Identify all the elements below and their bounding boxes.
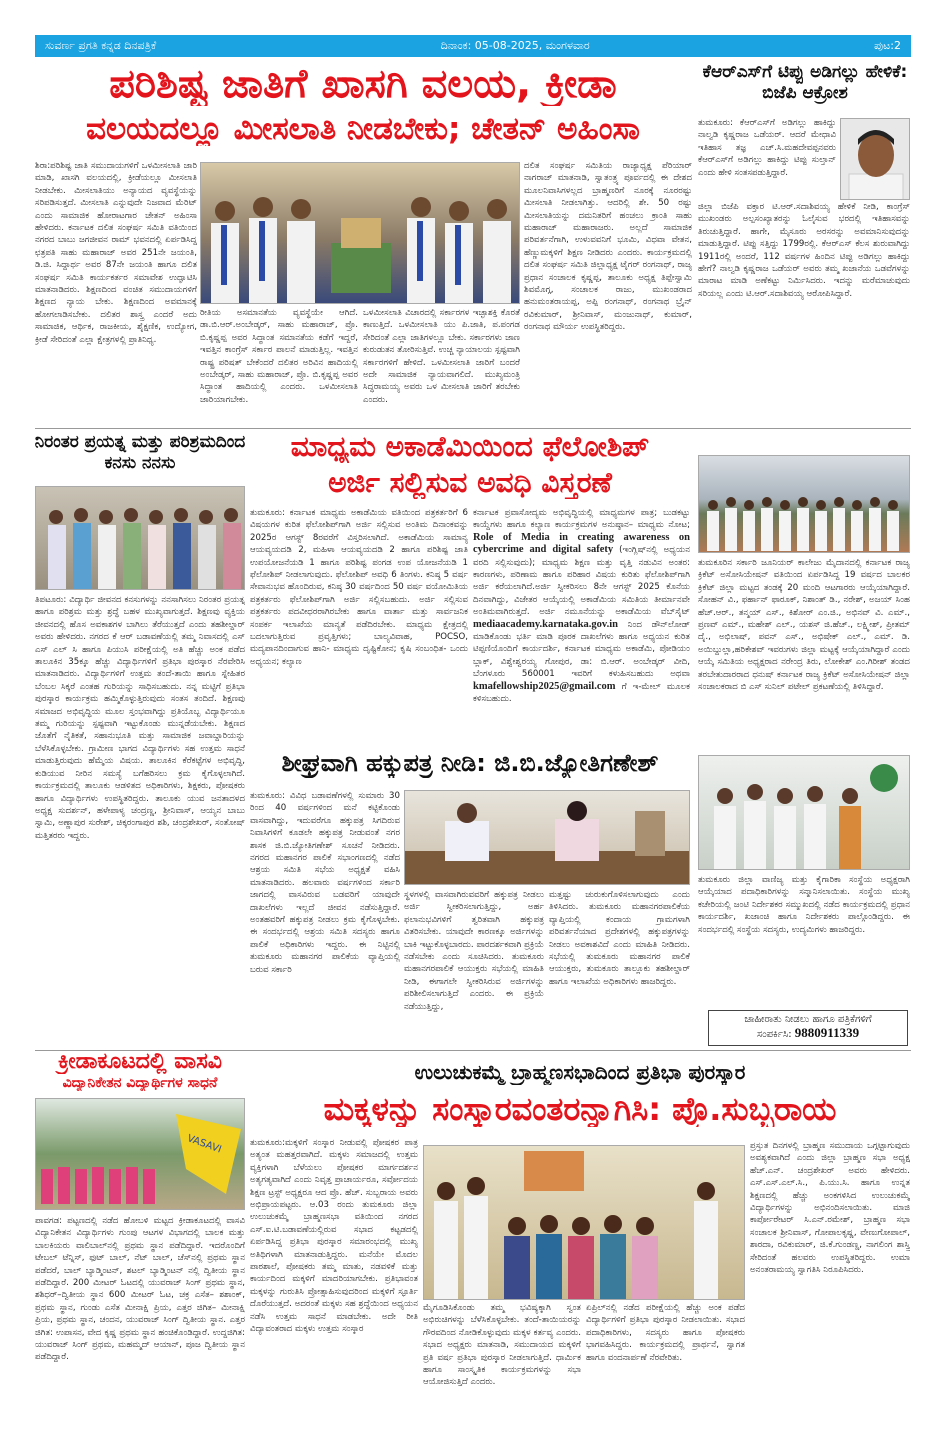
fellowship-text: ನಿಂದ ಡೌನ್‌ಲೋಡ್ ಮಾಡಿಕೊಂಡು ಭರ್ತಿ ಮಾಡಿ ಪೂರಕ ದಾಖಲೆಗಳು ಹಾಗೂ ಅಧ್ಯಯನ ಕುರಿತ ಟಿಪ್ಪಣಿಯೊಂದಿಗೆ ಕಾರ್ಯದರ್ಶಿ, ಕರ್ನಾಟಕ ಮಾಧ್ಯಮ ಅಕಾಡೆಮಿ, ಪೋಡಿಯಂ ಬ್ಲಾಕ್, ವಿಶ್ವೇಶ್ವರಯ್ಯ ಗೋಪುರ, ಡಾ: ಬಿ.ಆರ್. ಅಂಬೇಡ್ಕರ್ ವೀದಿ, ಬೆಂಗಳೂರು 560001 ಇವರಿಗೆ ಕಳುಹಿಸಬಹುದು ಅಥವಾ bbox=[473, 619, 690, 680]
page-number: ಪುಟ:2 bbox=[874, 39, 901, 52]
krs-body-top: ತುಮಕೂರು: ಕೆಆರ್‌ಎಸ್‌ಗೆ ಅಡಿಗಲ್ಲು ಹಾಕಿದ್ದು ನಾಲ್ವಡಿ ಕೃಷ್ಣರಾಜ ಒಡೆಯರ್. ಆದರೆ ಮೇಧಾವಿ ಇತಿಹಾಸ ತಜ್ಞ ಎಚ್.ಸಿ.ಮಹದೇವಪ್ಪನವರು ಕೆಆರ್‌ಎಸ್‌ಗೆ ಅಡಿಗಲ್ಲು ಹಾಕಿದ್ದು ಟಿಪ್ಪು ಸುಲ್ತಾನ್ ಎಂದು ಹೇಳಿ ಸಂತಸಪಡುತ್ತಿದ್ದಾರೆ. bbox=[698, 118, 836, 178]
academy-website-link[interactable]: mediaacademy.karnataka.gov.in bbox=[473, 618, 618, 630]
fellowship-text: ಗೆ ಇ-ಮೇಲ್ ಮೂಲಕ ಕಳಿಸಬಹುದು. bbox=[473, 681, 690, 705]
krs-body: ಜಿಲ್ಲಾ ಬಿಜೆಪಿ ವಕ್ತಾರ ಟಿ.ಆರ್.ಸದಾಶಿವಯ್ಯ ಹೇಳಿಕೆ ನೀಡಿ, ಕಾಂಗ್ರೆಸ್ ಮುಖಂಡರು ಅಲ್ಪಸಂಖ್ಯಾತರನ್ನು ಓಲೈಸುವ ಭರದಲ್ಲಿ ಇತಿಹಾಸವನ್ನು ತಿರುಚುತ್ತಿದ್ದಾರೆ. ಹಾಗೇ, ಮೈಸೂರು ಅರಸರನ್ನು ಅವಮಾನಿಸುವುದನ್ನು ಮಾಡುತ್ತಿದ್ದಾರೆ. ಟಿಪ್ಪು ಸತ್ತಿದ್ದು 1799ರಲ್ಲಿ. ಕೆಆರ್‌ಎಸ್ ಕೆಲಸ ಶುರುವಾಗಿದ್ದು 1911ರಲ್ಲಿ ಅಂದರೆ, 112 ವರ್ಷಗಳ ಹಿಂದಿನ ಟಿಪ್ಪು ಅಡಿಗಲ್ಲು ಹಾಕಿದ್ದು ಹೇಗೆ? ನಾಲ್ವಡಿ ಕೃಷ್ಣರಾಜ ಒಡೆಯರ್ ಅವರು ತಮ್ಮ ಖಜಾನೆಯ ಒಡವೆಗಳನ್ನು ಮಾರಾಟ ಮಾಡಿ ಅಣೆಕಟ್ಟು ನಿರ್ಮಿಸಿದರು. ಇದನ್ನು ಮರೆಮಾಚುವುದು ಸರಿಯಲ್ಲ ಎಂದು ಟಿ.ಆರ್.ಸದಾಶಿವಯ್ಯ ಆರೋಪಿಸಿದ್ದಾರೆ. bbox=[698, 202, 910, 299]
hakkupatra-photo bbox=[404, 790, 690, 885]
study-topic-english: Role of Media in creating awareness on cybercrime and digital safety bbox=[473, 531, 690, 556]
lead-col-3: ಒಳಮೀಸಲಾತಿ ವಿಚಾರದಲ್ಲಿ ಸರ್ಕಾರಗಳ ಇಚ್ಛಾಶಕ್ತಿ ಕೊರತೆ ಕಾಣುತ್ತಿದೆ. ಒಳಮೀಸಲಾತಿ ಯು ಪಿ.ಜಾತಿ, ಪ.ಪಂಗಡ ಸೇರಿದಂತೆ ಎಲ್ಲಾ ಜಾತಿಗಳಲ್ಲೂ ಬೇಕು. ಸರ್ಕಾರಗಳು ಜಾಣ ಕುರುಡುತನ ತೋರಿಸುತ್ತಿವೆ. ಉಚ್ಚ ನ್ಯಾಯಾಲಯ ಸ್ಪಷ್ಟವಾಗಿ ಸರ್ಕಾರಗಳಿಗೆ ಹೇಳಿದೆ. ಒಳಮೀಸಲಾತಿ ಜಾರಿಗೆ ಬಂದರೆ ಅದೇ ಸಾಮಾಜಿಕ ನ್ಯಾಯವಾಗಲಿದೆ. ಮುಖ್ಯಮಂತ್ರಿ ಸಿದ್ಧರಾಮಯ್ಯ ಅವರು ಒಳ ಮೀಸಲಾತಿ ಜಾರಿಗೆ ತರಬೇಕು ಎಂದರು. bbox=[363, 308, 520, 405]
ad-phone-number[interactable]: 9880911339 bbox=[794, 1025, 860, 1040]
fellowship-headline-2: ಅರ್ಜಿ ಸಲ್ಲಿಸುವ ಅವಧಿ ವಿಸ್ತರಣೆ bbox=[328, 468, 612, 499]
lead-col-4: ದಲಿತ ಸಂಘರ್ಷ ಸಮಿತಿಯ ರಾಜ್ಯಾಧ್ಯಕ್ಷ ಪೆರಿಯಾರ್ ನಾಗರಾಜ್ ಮಾತನಾಡಿ, ಸ್ವಾತಂತ್ರ್ಯ ಪೂರ್ವದಲ್ಲಿ ಈ ದೇಶದ ಮೂಲನಿವಾಸಿಗಳಲ್ಲದ ಬ್ರಾಹ್ಮಣರಿಗೆ ನೂರಕ್ಕೆ ನೂರರಷ್ಟು ಮೀಸಲಾತಿ ನೀಡಲಾಗಿತ್ತು. ಆದರಿಲ್ಲಿ ಶೇ. 50 ರಷ್ಟು ಮೀಸಲಾತಿಯನ್ನು ದಮನಿತರಿಗೆ ಹಂಚಲು ಕ್ರಾಂತಿ ಸಾಹು ಮಹಾರಾಜ್ ಮಹಾರಾಜರು. ಅಲ್ಲದೆ ಸಾಮಾಜಿಕ ಪರಿವರ್ತನೆಗಾಗಿ, ಉಳುವವನಿಗೆ ಭೂಮಿ, ವಿಧವಾ ವೇತನ, ಹೆಣ್ಣುಮಕ್ಕಳಿಗೆ ಶಿಕ್ಷಣ ನೀಡಿದರು ಎಂದರು. ಕಾರ್ಯಕ್ರಮದಲ್ಲಿ ದಲಿತ ಸಂಘರ್ಷ ಸಮಿತಿ ಜಿಲ್ಲಾಧ್ಯಕ್ಷ ಟೈಗರ್ ರಂಗನಾಥ್, ರಾಜ್ಯ ಪ್ರಧಾನ ಸಂಚಾಲಕ ಕೃಷ್ಣಪ್ಪ, ತಾಲೂಕು ಅಧ್ಯಕ್ಷ ತಿಪ್ಪೇಸ್ವಾಮಿ ಶಿವಮೊಗ್ಗ, ಸಂಚಾಲಕ ರಾಜು, ಮುಖಂಡರಾದ ಹನುಮಂತರಾಯಪ್ಪ, ಅಪ್ಪಿ ರಂಗನಾಥ್, ರಂಗನಾಥ ಬ್ರೈನ್ ರವಿಕುಮಾರ್, ಶ್ರೀನಿವಾಸ್, ಮಂಜುನಾಥ್, ಕುಮಾರ್, ರಂಗನಾಥ ಮೌರ್ಯ ಉಪಸ್ಥಿತರಿದ್ದರು. bbox=[524, 161, 692, 333]
issue-date: ದಿನಾಂಕ: 05-08-2025, ಮಂಗಳವಾರ bbox=[440, 39, 590, 52]
dreams-body: ತಿಪಟೂರು: ವಿದ್ಯಾರ್ಥಿ ಜೀವನದ ಕನಸುಗಳನ್ನು ನನಸಾಗಿಸಲು ನಿರಂತರ ಪ್ರಯತ್ನ ಹಾಗೂ ಪರಿಶ್ರಮ ಮತ್ತು ಶ್ರದ್ಧೆ ಬಹಳ ಮುಖ್ಯವಾಗುತ್ತದೆ. ಶಿಕ್ಷಣವು ವ್ಯಕ್ತಿಯ ಜೀವನದಲ್ಲಿ ಹೊಸ ಅವಕಾಶಗಳ ಬಾಗಿಲು ತೆರೆಯುತ್ತದೆ ಎಂದು ತಹಶೀಲ್ದಾರ್ ಅವರು ಹೇಳಿದರು. ನಗರದ ಕೆ ಆರ್ ಬಡಾವಣೆಯಲ್ಲಿ ತಮ್ಮ ನಿವಾಸದಲ್ಲಿ ಎಸ್ ಎಸ್ ಎಲ್ ಸಿ ಹಾಗೂ ಪಿಯುಸಿ ಪರೀಕ್ಷೆಯಲ್ಲಿ ಅತಿ ಹೆಚ್ಚು ಅಂಕ ಪಡೆದ ತಾಲೂಕಿನ 35ಕ್ಕೂ ಹೆಚ್ಚು ವಿದ್ಯಾರ್ಥಿಗಳಿಗೆ ಪ್ರತಿಭಾ ಪುರಸ್ಕಾರ ನೆರವೇರಿಸಿ ಮಾತನಾಡಿದರು. ವಿದ್ಯಾರ್ಥಿಗಳಿಗೆ ಉತ್ತಮ ತಂದೆ-ತಾಯಿ ಹಾಗೂ ಸ್ನೇಹಿತರ ಬೆಂಬಲ ಸಿಕ್ಕರೆ ಎಂತಹ ಗುರಿಯನ್ನು ಸಾಧಿಸಬಹುದು. ನನ್ನ ಮಟ್ಟಿಗೆ ಪ್ರತಿಭಾ ಪುರಸ್ಕಾರ ಕಾರ್ಯಕ್ರಮ ಹಮ್ಮಿಕೊಳ್ಳುತ್ತಿರುವುದು ಸಂತಸ ತಂದಿದೆ. ಶಿಕ್ಷಣವು ಸಮಾಜದ ಅಭಿವೃದ್ಧಿಯ ಮೂಲ ಸ್ತಂಭವಾಗಿದ್ದು ಪ್ರತಿಯೊಬ್ಬ ವಿದ್ಯಾರ್ಥಿಯೂ ತಮ್ಮ ಗುರಿಯನ್ನು ಸ್ಪಷ್ಟವಾಗಿ ಇಟ್ಟುಕೊಂಡು ಮುನ್ನಡೆಯಬೇಕು. ಶಿಕ್ಷಣದ ಜೊತೆಗೆ ನೈತಿಕತೆ, ಸಹಾನುಭೂತಿ ಮತ್ತು ಸಾಮಾಜಿಕ ಜವಾಬ್ದಾರಿಯನ್ನು ಬೆಳೆಸಿಕೊಳ್ಳಬೇಕು. ಗ್ರಾಮೀಣ ಭಾಗದ ವಿದ್ಯಾರ್ಥಿಗಳು ಸಹ ಉತ್ತಮ ಸಾಧನೆ ಮಾಡುತ್ತಿರುವುದು ಹೆಮ್ಮೆಯ ವಿಷಯ. ತಾಲೂಕಿನ ಕೆರೆಕಟ್ಟೆಗಳ ಅಭಿವೃದ್ಧಿ, ಕುಡಿಯುವ ನೀರಿನ ಸಮಸ್ಯೆ ಬಗೆಹರಿಸಲು ಕ್ರಮ ಕೈಗೊಳ್ಳಲಾಗಿದೆ. ಕಾರ್ಯಕ್ರಮದಲ್ಲಿ ತಾಲೂಕು ಆಡಳಿತದ ಅಧಿಕಾರಿಗಳು, ಶಿಕ್ಷಕರು, ಪೋಷಕರು ಹಾಗೂ ವಿದ್ಯಾರ್ಥಿಗಳು ಉಪಸ್ಥಿತರಿದ್ದರು. ತಾಲೂಕು ಯುವ ಜನತಾದಳದ ಅಧ್ಯಕ್ಷ ಸುದರ್ಶನ್, ಹಳೇಪಾಳ್ಯ ಚಂದ್ರಣ್ಣ, ಶ್ರೀನಿವಾಸ್, ಆಯ್ಯನ ಬಾಬು ಸ್ವಾಮಿ, ಅಣ್ಣಾಪುರ ಸುರೇಶ್, ಚಿಕ್ಕರಂಗಾಪುರ ಶಶಿ, ಚಂದ್ರಶೇಖರ್, ಸಂತೋಷ್ ಮತ್ತಿತರರು ಇದ್ದರು. bbox=[35, 595, 245, 841]
felicitation-illustration bbox=[699, 756, 910, 870]
lead-headline-1: ಪರಿಶಿಷ್ಟ ಜಾತಿಗೆ ಖಾಸಗಿ ವಲಯ, ಕ್ರೀಡಾ bbox=[109, 62, 617, 106]
fellowship-email-link[interactable]: kmafellowship2025@gmail.com bbox=[473, 680, 616, 692]
banner-text: VASAVI bbox=[185, 1133, 223, 1156]
samskara-photo bbox=[423, 1145, 745, 1300]
samskara-kicker: ಉಲುಚುಕಮ್ಮೆ ಬ್ರಾಹ್ಮಣಸಭಾದಿಂದ ಪ್ರತಿಭಾ ಪುರಸ್ಕಾರ bbox=[414, 1060, 746, 1084]
krs-portrait bbox=[840, 118, 910, 200]
fellowship-col-2 bbox=[473, 507, 690, 745]
hakkupatra-col-3: ಮತ್ತಷ್ಟು ಚುರುಕುಗೊಳಿಸಲಾಗುವುದು ಎಂದು ತಿಳಿಸಿದರು. ತುಮಕೂರು ಮಹಾನಗರಪಾಲಿಕೆಯ ವ್ಯಾಪ್ತಿಯಲ್ಲಿ ಕಂದಾಯ ಗ್ರಾಮಗಳಾಗಿ ಪರಿವರ್ತನೆಯಾದ ಪ್ರದೇಶಗಳಲ್ಲಿ ಹಕ್ಕುಪತ್ರಗಳನ್ನು ನೀಡಲು ಅವಕಾಶವಿದೆ ಎಂದು ಮಾಹಿತಿ ನೀಡಿದರು. ಸಭೆಯಲ್ಲಿ ತುಮಕೂರು ಮಹಾನಗರ ಪಾಲಿಕೆ ಆಯುಕ್ತರು, ತುಮಕೂರು ತಾಲ್ಲೂಕು ತಹಶೀಲ್ದಾರ್ ಹಾಗೂ ಇಲಾಖೆಯ ಅಧಿಕಾರಿಗಳು ಹಾಜರಿದ್ದರು. bbox=[549, 890, 690, 987]
portrait-illustration bbox=[841, 119, 910, 200]
dreams-headline: ನಿರಂತರ ಪ್ರಯತ್ನ ಮತ್ತು ಪರಿಶ್ರಮದಿಂದ ಕನಸು ನನಸು bbox=[34, 432, 246, 474]
fellowship-col-1: ತುಮಕೂರು: ಕರ್ನಾಟಕ ಮಾಧ್ಯಮ ಅಕಾಡೆಮಿಯ ವತಿಯಿಂದ ಪತ್ರಕರ್ತರಿಗೆ 6 ವಿಷಯಗಳ ಕುರಿತ ಫೆಲೋಶಿಪ್‌ಗಾಗಿ ಅರ್ಜಿ ಸಲ್ಲಿಸುವ ಅಂತಿಮ ದಿನಾಂಕವನ್ನು 2025ರ ಆಗಸ್ಟ್ 8ರವರೆಗೆ ವಿಸ್ತರಿಸಲಾಗಿದೆ. ಅಕಾಡೆಮಿಯ ಸಾಮಾನ್ಯ ಆಯವ್ಯಯದಡಿ 2, ಮಹಿಳಾ ಆಯವ್ಯಯದಡಿ 2 ಹಾಗೂ ಪರಿಶಿಷ್ಟ ಜಾತಿ ಉಪಯೋಜನೆಯಡಿ 1 ಹಾಗೂ ಪರಿಶಿಷ್ಟ ಪಂಗಡ ಉಪ ಯೋಜನೆಯಡಿ 1 ಫೆಲೋಶಿಪ್ ನೀಡಲಾಗುವುದು. ಫೆಲೋಶಿಪ್ ಅವಧಿ 6 ತಿಂಗಳು. ಕನಿಷ್ಠ 5 ವರ್ಷ ಸೇವಾನುಭವ ಹೊಂದಿರುವ, ಕನಿಷ್ಠ 30 ವರ್ಷದಿಂದ 50 ವರ್ಷ ವಯೋಮಿತಿಯ ಪತ್ರಕರ್ತರು ಫೆಲೋಶಿಪ್‌ಗಾಗಿ ಅರ್ಜಿ ಸಲ್ಲಿಸಬಹುದು. ಅರ್ಜಿ ಸಲ್ಲಿಸುವ ಪತ್ರಕರ್ತರು ಪದವೀಧರರಾಗಿರಬೇಕು ಹಾಗೂ ವಾರ್ತಾ ಮತ್ತು ಸಾರ್ವಜನಿಕ ಸಂಪರ್ಕ ಇಲಾಖೆಯ ಮಾನ್ಯತೆ ಪಡೆದಿರಬೇಕು. ಮಾಧ್ಯಮ ಕ್ಷೇತ್ರದಲ್ಲಿ ಬದಲಾಗುತ್ತಿರುವ ಪ್ರವೃತ್ತಿಗಳು; ಬಾಲ್ಯವಿವಾಹ, POCSO, ಮದ್ಯಪಾನದಿಂದಾಗುವ ಹಾನಿ- ಮಾಧ್ಯಮ ದೃಷ್ಟಿಕೋನ; ಕೃಷಿ ಸಂಬಂಧಿತ- ಒಂದು ಅಧ್ಯಯನ; ಕಲ್ಯಾಣ bbox=[250, 508, 468, 667]
ad-contact-label: ಸಂಪರ್ಕಿಸಿ: bbox=[756, 1029, 795, 1040]
meeting-photo-illustration bbox=[405, 791, 690, 885]
award-group-illustration bbox=[424, 1146, 745, 1300]
felicitation-photo bbox=[698, 755, 910, 870]
cricket-team-illustration bbox=[699, 456, 910, 553]
cricket-team-photo bbox=[698, 455, 910, 553]
fellowship-text: (ಇಂಗ್ಲಿಷ್‌ನಲ್ಲಿ ಅಧ್ಯಯನ ವರದಿ ಸಲ್ಲಿಸುವುದು); ಮಾಧ್ಯಮ ಶಿಕ್ಷಣ ಮತ್ತು ವೃತ್ತಿ ನಡುವಿನ ಅಂತರ: ಕಾರಣಗಳು, ಪರಿಣಾಮ ಹಾಗೂ ಪರಿಹಾರ ವಿಷಯ ಕುರಿತು ಫೆಲೋಶಿಪ್‌ಗಾಗಿ ಅರ್ಜಿ ಕರೆಯಲಾಗಿದೆ.ಅರ್ಜಿ ಸ್ವೀಕರಿಸಲು 8ನೇ ಆಗಸ್ಟ್ 2025 ಕೊನೆಯ ದಿನವಾಗಿದ್ದು, ವಿಜೇತರ ಆಯ್ಕೆಯಲ್ಲಿ ಅಕಾಡೆಮಿಯ ಸಮಿತಿಯ ತೀರ್ಮಾನವೇ ಅಂತಿಮವಾಗಿರುತ್ತದೆ. ಅರ್ಜಿ ನಮೂನೆಯನ್ನು ಅಕಾಡೆಮಿಯ ವೆಬ್‌ಸೈಟ್ bbox=[473, 545, 690, 618]
fellowship-headline-1: ಮಾಧ್ಯಮ ಅಕಾಡೆಮಿಯಿಂದ ಫೆಲೋಶಿಪ್ bbox=[290, 432, 650, 463]
cricket-body: ತುಮಕೂರಿನ ಸರ್ಕಾರಿ ಜೂನಿಯರ್ ಕಾಲೇಜು ಮೈದಾನದಲ್ಲಿ ಕರ್ನಾಟಕ ರಾಜ್ಯ ಕ್ರಿಕೆಟ್ ಅಸೋಸಿಯೇಷನ್ ವತಿಯಿಂದ ಏರ್ಪಡಿಸಿದ್ದ 19 ವರ್ಷದ ಬಾಲಕರ ಕ್ರಿಕೆಟ್ ಜಿಲ್ಲಾ ಮಟ್ಟದ ತಂಡಕ್ಕೆ 20 ಮಂದಿ ಆಟಗಾರರು ಆಯ್ಕೆಯಾಗಿದ್ದಾರೆ. ಸೋಹನ್ ವಿ., ಫರ್ಹಾನ್ ಫಾರೂಕ್, ನಿಶಾಂತ್ ಡಿ., ನರೇಶ್, ಅಜಯ್ ಸಿಂಹ ಹೆಚ್.ಆರ್., ತನ್ಮಯ್ ಎಸ್., ಕಿಶೋರ್ ಎಂ.ಜಿ., ಅಭಿನವ್ ವಿ. ಎಮ್., ಪ್ರಣವ್ ಎಮ್., ಮಹೇಶ್ ಎಲ್., ಯಶಸ್ ಜಿ.ಹೆಚ್., ಲಕ್ಷ್ಮೀಶ್, ಪ್ರೀತಮ್ ದೈ., ಅಭಿಲಾಷ್, ಪವನ್ ಎಸ್., ಅಭಿಷೇಕ್ ಎಲ್., ಎಮ್. ಡಿ. ಅಯಿಬ್ದುಲ್ಲಾ,ಹರಿಕೇಶವ್ ಇವರುಗಳು ಜಿಲ್ಲಾ ಮಟ್ಟಕ್ಕೆ ಆಯ್ಕೆಯಾಗಿದ್ದಾರೆ ಎಂದು ಆಯ್ಕೆ ಸಮಿತಿಯ ಅಧ್ಯಕ್ಷರಾದ ನರೇಂದ್ರ ತಿರು, ಲೋಕೇಶ್ ಎಂ.ಗಿರೀಶ್ ತಂಡದ ತರಬೇತುದಾರರಾದ ಧನುಷ್ ಕರ್ನಾಟಕ ರಾಜ್ಯ ಕ್ರಿಕೆಟ್ ಅಸೋಸಿಯೇಷನ್ ಜಿಲ್ಲಾ ಸಂಚಾಲಕರಾದ ಬಿ ಎಸ್ ಸುನಿಲ್ ಪಟೇಲ್ ಪ್ರಕಟಣೆಯಲ್ಲಿ ತಿಳಿಸಿದ್ದಾರೆ. bbox=[698, 558, 910, 693]
lead-headline-2: ವಲಯದಲ್ಲೂ ಮೀಸಲಾತಿ ನೀಡಬೇಕು; ಚೇತನ್ ಅಹಿಂಸಾ bbox=[86, 112, 640, 147]
lead-photo bbox=[200, 162, 520, 304]
krs-headline: ಕೆಆರ್‌ಎಸ್‌ಗೆ ಟಿಪ್ಪು ಅಡಿಗಲ್ಲು ಹೇಳಿಕೆ: ಬಿಜೆಪಿ ಆಕ್ರೋಶ bbox=[702, 62, 908, 104]
lead-col-1: ಶಿರಾ:ಪರಿಶಿಷ್ಟ ಜಾತಿ ಸಮುದಾಯಗಳಿಗೆ ಒಳಮೀಸಲಾತಿ ಜಾರಿ ಮಾಡಿ, ಖಾಸಗಿ ವಲಯದಲ್ಲಿ, ಕ್ರೀಡೆಯಲ್ಲೂ ಮೀಸಲಾತಿ ನೀಡಬೇಕು. ಮೀಸಲಾತಿಯು ಅನ್ಯಾಯದ ವ್ಯವಸ್ಥೆಯನ್ನು ಸರಿಪಡಿಸುತ್ತದೆ. ಮೀಸಲಾತಿ ಎನ್ನುವುದೇ ನಿಜವಾದ ಮೆರಿಟ್ ಎಂದು ಸಾಮಾಜಿಕ ಹೋರಾಟಗಾರ ಚೇತನ್ ಅಹಿಂಸಾ ಹೇಳಿದರು. ಕರ್ನಾಟಕ ದಲಿತ ಸಂಘರ್ಷ ಸಮಿತಿ ವತಿಯಿಂದ ನಗರದ ಬಾಬು ಜಗಜೀವನ ರಾಮ್ ಭವನದಲ್ಲಿ ಏರ್ಪಡಿಸಿದ್ದ ಛತ್ರಪತಿ ಸಾಹು ಮಹಾರಾಜ್ ಅವರ 251ನೇ ಜಯಂತಿ, ಡಿ.ಜಿ. ಸಿದ್ದಾರ್ಥ ಅವರ 87ನೇ ಜಯಂತಿ ಹಾಗೂ ದಲಿತ ಸಂಘರ್ಷ ಸಮಿತಿ ಕಾರ್ಯಕರ್ತರ ಸಮಾವೇಶ ಉದ್ಘಾಟಿಸಿ ಮಾತನಾಡಿದರು. ಶಿಕ್ಷಣದಿಂದ ವಂಚಿತ ಸಮುದಾಯಗಳಿಗೆ ಶಿಕ್ಷಣದ ನ್ಯಾಯ ಬೇಕು. ಶಿಕ್ಷಣದಿಂದ ಅವಮಾನಕ್ಕೆ ಹೋಗಲಾಡಿಸಬೇಕು. ದಲಿತರ ಶಾಸ್ತ್ರ ಎಂದರೆ ಅದು ಸಾಮಾಜಿಕ, ಆರ್ಥಿಕ, ರಾಜಕೀಯ, ಶೈಕ್ಷಣಿಕ, ಉದ್ಯೋಗ, ಕ್ರೀಡೆ ಸೇರಿದಂತೆ ಎಲ್ಲಾ ಕ್ಷೇತ್ರಗಳಲ್ಲಿ ಪ್ರಾತಿನಿಧ್ಯ. bbox=[35, 161, 197, 345]
students-photo-illustration bbox=[36, 487, 245, 590]
samskara-col-2: ಮೈಗೂಡಿಸಿಕೊಂಡು ತಮ್ಮ ಭವಿಷ್ಯಕ್ಕಾಗಿ ಸ್ವಂತ ಅಭಿರುಚಿಗಳನ್ನು ಬೆಳೆಸಿಕೊಳ್ಳಬೇಕು. ತಂದೆ-ತಾಯಿಯರನ್ನು ಗೌರವದಿಂದ ನೋಡಿಕೊಳ್ಳುವುದು ಮಕ್ಕಳ ಕರ್ತವ್ಯ ಎಂದರು. ಸಭಾದ ಅಧ್ಯಕ್ಷರು ಮಾತನಾಡಿ, ಸಮುದಾಯದ ಮಕ್ಕಳಿಗೆ ಪ್ರತಿ ವರ್ಷ ಪ್ರತಿಭಾ ಪುರಸ್ಕಾರ ನೀಡಲಾಗುತ್ತಿದೆ. ಧಾರ್ಮಿಕ ಹಾಗೂ ಸಾಂಸ್ಕೃತಿಕ ಕಾರ್ಯಕ್ರಮಗಳನ್ನು ಸಭಾ ಆಯೋಜಿಸುತ್ತಿದೆ ಎಂದರು. bbox=[423, 1303, 581, 1388]
section-divider bbox=[35, 428, 911, 429]
samskara-col-3: ಏಪ್ರಿಲ್‌ನಲ್ಲಿ ನಡೆದ ಪರೀಕ್ಷೆಯಲ್ಲಿ ಹೆಚ್ಚು ಅಂಕ ಪಡೆದ ವಿದ್ಯಾರ್ಥಿಗಳಿಗೆ ಪ್ರತಿಭಾ ಪುರಸ್ಕಾರ ನೀಡಲಾಯಿತು. ಸಭಾದ ಪದಾಧಿಕಾರಿಗಳು, ಸದಸ್ಯರು ಹಾಗೂ ಪೋಷಕರು ಭಾಗವಹಿಸಿದ್ದರು. ಕಾರ್ಯಕ್ರಮದಲ್ಲಿ ಪ್ರಾರ್ಥನೆ, ಸ್ವಾಗತ ಹಾಗೂ ವಂದನಾರ್ಪಣೆ ನೆರವೇರಿತು. bbox=[586, 1303, 745, 1363]
lead-col-2: ರೀತಿಯ ಅಸಮಾನತೆಯ ವ್ಯವಸ್ಥೆಯೇ ಆಗಿದೆ. ಡಾ.ಬಿ.ಆರ್.ಅಂಬೇಡ್ಕರ್, ಸಾಹು ಮಹಾರಾಜ್, ಪ್ರೊ. ಬಿ.ಕೃಷ್ಣಪ್ಪ ಅವರ ಸಿದ್ಧಾಂತ ಸಮಾನತೆಯ ಕಡೆಗೆ ಇದ್ದರೆ, ಇವತ್ತಿನ ಕಾಂಗ್ರೆಸ್ ಸರ್ಕಾರ ಪಾಲನೆ ಮಾಡುತ್ತಿಲ್ಲ. ಇವತ್ತಿನ ರಾಷ್ಟ್ರ ಪರಿಷತ್ ಬೇಕೆಂದರೆ ದಲಿತರ ಅರಿವಿನ ಹಾದಿಯಲ್ಲಿ ಅಂಬೇಡ್ಕರ್, ಸಾಹು ಮಹಾರಾಜ್, ಪ್ರೊ. ಬಿ.ಕೃಷ್ಣಪ್ಪ ಅವರ ಸಿದ್ಧಾಂತ ಹಾದಿಯಲ್ಲಿ ಎಂದರು. ಒಳಮೀಸಲಾತಿ ಜಾರಿಯಾಗಬೇಕು. bbox=[200, 308, 358, 405]
vasavi-body: ಪಾವಗಡ: ಪಟ್ಟಣದಲ್ಲಿ ನಡೆದ ಹೋಬಳಿ ಮಟ್ಟದ ಕ್ರೀಡಾಕೂಟದಲ್ಲಿ ವಾಸವಿ ವಿದ್ಯಾನಿಕೇತನ ವಿದ್ಯಾರ್ಥಿಗಳು ಗುಂಪು ಆಟಗಳ ವಿಭಾಗದಲ್ಲಿ ಬಾಲಕ ಮತ್ತು ಬಾಲಕಿಯರು ವಾಲಿಬಾಲ್‌ನಲ್ಲಿ ಪ್ರಥಮ ಸ್ಥಾನ ಪಡೆದಿದ್ದಾರೆ. ಇದರೊಂದಿಗೆ ಟೇಬಲ್ ಟೆನ್ನಿಸ್, ಫುಟ್ ಬಾಲ್, ನೆಟ್ ಬಾಲ್, ಚೆಸ್‌ನಲ್ಲಿ ಪ್ರಥಮ ಸ್ಥಾನ ಪಡೆದರೆ, ಬಾಲ್ ಬ್ಯಾಡ್ಮಿಂಟನ್, ಶಟಲ್ ಬ್ಯಾಡ್ಮಿಂಟನ್ ನಲ್ಲಿ ದ್ವಿತೀಯ ಸ್ಥಾನ ಪಡೆದಿದ್ದಾರೆ. 200 ಮೀಟರ್ ಓಟದಲ್ಲಿ ಯುವರಾಜ್ ಸಿಂಗ್ ಪ್ರಥಮ ಸ್ಥಾನ, ಶಶಿಧರ್–ದ್ವಿತೀಯ ಸ್ಥಾನ 600 ಮೀಟರ್ ಓಟ, ಚಕ್ರ ಎಸೆತ– ಶಶಾಂಕ್, ಪ್ರಥಮ ಸ್ಥಾನ, ಗುಂಡು ಎಸೆತ ಮೀನಾಕ್ಷಿ ಪ್ರಿಯ, ಎತ್ತರ ಜಿಗಿತ– ಮೀನಾಕ್ಷಿ ಪ್ರಿಯ, ಪ್ರಥಮ ಸ್ಥಾನ, ಚಂದನ, ಯುವರಾಜ್ ಸಿಂಗ್ ದ್ವಿತೀಯ ಸ್ಥಾನ. ಎತ್ತರ ಜಿಗಿತ: ಉಪಾಸನ, ವೇದ ಕೃಷ್ಣ ಪ್ರಥಮ ಸ್ಥಾನ ಹಂಚಿಕೊಂಡಿದ್ದಾರೆ. ಉದ್ದಜಿಗಿತ: ಯುವರಾಜ್ ಸಿಂಗ್ ಪ್ರಥಮ, ಮಹಮ್ಮದ್ ಆಯಾನ್, ಪೂಜ ದ್ವಿತೀಯ ಸ್ಥಾನ ಪಡೆದಿದ್ದಾರೆ. bbox=[35, 1216, 245, 1363]
vasavi-photo bbox=[35, 1098, 245, 1210]
samskara-col-1: ತುಮಕೂರು:ಮಕ್ಕಳಿಗೆ ಸಂಸ್ಕಾರ ನೀಡುವಲ್ಲಿ ಪೋಷಕರ ಪಾತ್ರ ಅತ್ಯಂತ ಮಹತ್ತರವಾಗಿದೆ. ಮಕ್ಕಳು ಸಮಾಜದಲ್ಲಿ ಉತ್ತಮ ವ್ಯಕ್ತಿಗಳಾಗಿ ಬೆಳೆಯಲು ಪೋಷಕರ ಮಾರ್ಗದರ್ಶನ ಅತ್ಯಗತ್ಯವಾಗಿದೆ ಎಂದು ನಿವೃತ್ತ ಪ್ರಾಚಾರ್ಯರೂ, ಸರ್ವೋದಯ ಶಿಕ್ಷಣ ಟ್ರಸ್ಟ್ ಅಧ್ಯಕ್ಷರೂ ಆದ ಪ್ರೊ. ಹೆಚ್. ಸುಬ್ಬರಾಯ ಅವರು ಅಭಿಪ್ರಾಯಪಟ್ಟರು. ಆ.03 ರಂದು ತುಮಕೂರು ಜಿಲ್ಲಾ ಉಲುಚುಕಮ್ಮೆ ಬ್ರಾಹ್ಮಣಸಭಾ ವತಿಯಿಂದ ನಗರದ ಎಸ್.ಐ.ಟಿ.ಬಡಾವಣೆಯಲ್ಲಿರುವ ಸಭಾದ ಕಟ್ಟಡದಲ್ಲಿ ಏರ್ಪಡಿಸಿದ್ದ ಪ್ರತಿಭಾ ಪುರಸ್ಕಾರ ಸಮಾರಂಭದಲ್ಲಿ ಮುಖ್ಯ ಅತಿಥಿಗಳಾಗಿ ಮಾತನಾಡುತ್ತಿದ್ದರು. ಮನೆಯೇ ಮೊದಲ ಪಾಠಶಾಲೆ, ಪೋಷಕರು ತಮ್ಮ ಮಾತು, ನಡವಳಿಕೆ ಮತ್ತು ಕಾರ್ಯದಿಂದ ಮಕ್ಕಳಿಗೆ ಮಾದರಿಯಾಗಬೇಕು. ಪ್ರತಿಭಾವಂತ ಮಕ್ಕಳನ್ನು ಗುರುತಿಸಿ ಪ್ರೋತ್ಸಾಹಿಸುವುದರಿಂದ ಮಕ್ಕಳಿಗೆ ಸ್ಫೂರ್ತಿ ದೊರೆಯುತ್ತದೆ. ಅದರಂತೆ ಮಕ್ಕಳು ಸಹ ಶ್ರದ್ಧೆಯಿಂದ ಅಧ್ಯಯನ ನಡೆಸಿ ಉತ್ತಮ ಸಾಧನೆ ಮಾಡಬೇಕು. ಅದೇ ರೀತಿ ವಿದ್ಯಾವಂತರಾದ ಮಕ್ಕಳು ಉತ್ತಮ ಸಂಸ್ಕಾರ bbox=[250, 1138, 418, 1335]
ad-text: ಜಾಹೀರಾತು ನೀಡಲು ಹಾಗೂ ಪತ್ರಿಕೆಗಳಿಗೆ bbox=[744, 1014, 872, 1025]
vasavi-headline-1: ಕ್ರೀಡಾಕೂಟದಲ್ಲಿ ವಾಸವಿ bbox=[58, 1050, 222, 1074]
vanijya-body: ತುಮಕೂರು ಜಿಲ್ಲಾ ವಾಣಿಜ್ಯ ಮತ್ತು ಕೈಗಾರಿಕಾ ಸಂಸ್ಥೆಯ ಅಧ್ಯಕ್ಷರಾಗಿ ಆಯ್ಕೆಯಾದ ಪದಾಧಿಕಾರಿಗಳನ್ನು ಸನ್ಮಾನಿಸಲಾಯಿತು. ಸಂಸ್ಥೆಯ ಮುಖ್ಯ ಕಚೇರಿಯಲ್ಲಿ ಜಂಟಿ ನಿರ್ದೇಶಕರ ಸಮ್ಮುಖದಲ್ಲಿ ನಡೆದ ಕಾರ್ಯಕ್ರಮದಲ್ಲಿ ಪ್ರಧಾನ ಕಾರ್ಯದರ್ಶಿ, ಖಜಾಂಚಿ ಹಾಗೂ ನಿರ್ದೇಶಕರು ಪಾಲ್ಗೊಂಡಿದ್ದರು. ಈ ಸಂದರ್ಭದಲ್ಲಿ ಸಂಸ್ಥೆಯ ಸದಸ್ಯರು, ಉದ್ಯಮಿಗಳು ಹಾಜರಿದ್ದರು. bbox=[698, 875, 910, 935]
masthead-bar bbox=[35, 35, 911, 57]
paper-name: ಸುವರ್ಣ ಪ್ರಗತಿ ಕನ್ನಡ ದಿನಪತ್ರಿಕೆ bbox=[45, 39, 157, 52]
sports-parade-illustration bbox=[36, 1099, 245, 1210]
hakkupatra-col-2: ಸ್ಥಳಗಳಲ್ಲಿ ವಾಸವಾಗಿರುವವರಿಗೆ ಹಕ್ಕುಪತ್ರ ನೀಡಲು ಅರ್ಜಿ ಸ್ವೀಕರಿಸಲಾಗುತ್ತಿದ್ದು, ಅರ್ಹ ಫಲಾನುಭವಿಗಳಿಗೆ ತ್ವರಿತವಾಗಿ ಹಕ್ಕುಪತ್ರ ವಿತರಿಸಬೇಕು. ಯಾವುದೇ ಕಾರಣಕ್ಕೂ ಅರ್ಜಿಗಳನ್ನು ಬಾಕಿ ಇಟ್ಟುಕೊಳ್ಳಬಾರದು. ಪಾರದರ್ಶಕವಾಗಿ ಪ್ರಕ್ರಿಯೆ ನಡೆಸಬೇಕು ಎಂದು ಸೂಚಿಸಿದರು. ತುಮಕೂರು ಮಹಾನಗರಪಾಲಿಕೆ ಆಯುಕ್ತರು ಸಭೆಯಲ್ಲಿ ಮಾಹಿತಿ ನೀಡಿ, ಈಗಾಗಲೇ ಸ್ವೀಕರಿಸಿರುವ ಅರ್ಜಿಗಳನ್ನು ಪರಿಶೀಲಿಸಲಾಗುತ್ತಿದೆ ಎಂದರು. ಈ ಪ್ರಕ್ರಿಯೆ ನಡೆಯುತ್ತಿದ್ದು, bbox=[404, 890, 544, 1012]
dreams-photo bbox=[35, 486, 245, 590]
samskara-headline: ಮಕ್ಕಳನ್ನು ಸಂಸ್ಕಾರವಂತರನ್ನಾಗಿಸಿ: ಪ್ರೊ.ಸುಬ್ಬರಾಯ bbox=[323, 1092, 837, 1128]
group-photo-illustration bbox=[201, 163, 520, 304]
hakkupatra-col-1: ತುಮಕೂರು: ವಿವಿಧ ಬಡಾವಣೆಗಳಲ್ಲಿ ಸುಮಾರು 30 ರಿಂದ 40 ವರ್ಷಗಳಿಂದ ಮನೆ ಕಟ್ಟಿಕೊಂಡು ವಾಸವಾಗಿದ್ದು, ಇದುವರೆಗೂ ಹಕ್ಕುಪತ್ರ ಸಿಗದಿರುವ ನಿವಾಸಿಗಳಿಗೆ ಕೂಡಲೇ ಹಕ್ಕುಪತ್ರ ನೀಡುವಂತೆ ನಗರ ಶಾಸಕ ಜಿ.ಬಿ.ಜ್ಯೋತಿಗಣೇಶ್ ಸೂಚನೆ ನೀಡಿದರು. ನಗರದ ಮಹಾನಗರ ಪಾಲಿಕೆ ಸಭಾಂಗಣದಲ್ಲಿ ನಡೆದ ಆಶ್ರಯ ಸಮಿತಿ ಸಭೆಯ ಅಧ್ಯಕ್ಷತೆ ವಹಿಸಿ ಮಾತನಾಡಿದರು. ಹಲವಾರು ವರ್ಷಗಳಿಂದ ಸರ್ಕಾರಿ ಜಾಗದಲ್ಲಿ ವಾಸವಿರುವ ಬಡವರಿಗೆ ಯಾವುದೇ ದಾಖಲೆಗಳು ಇಲ್ಲದೆ ಜೀವನ ನಡೆಸುತ್ತಿದ್ದಾರೆ. ಅಂತಹವರಿಗೆ ಹಕ್ಕುಪತ್ರ ನೀಡಲು ಕ್ರಮ ಕೈಗೊಳ್ಳಬೇಕು. ಈ ಸಂದರ್ಭದಲ್ಲಿ ಆಶ್ರಯ ಸಮಿತಿ ಸದಸ್ಯರು ಹಾಗೂ ಪಾಲಿಕೆ ಅಧಿಕಾರಿಗಳು ಇದ್ದರು. ಈ ನಿಟ್ಟಿನಲ್ಲಿ ತುಮಕೂರು ಮಹಾನಗರ ಪಾಲಿಕೆಯ ವ್ಯಾಪ್ತಿಯಲ್ಲಿ ಬರುವ ಸರ್ಕಾರಿ bbox=[250, 791, 400, 975]
fellowship-text: ಕರ್ನಾಟಕ ಪ್ರವಾಸೋದ್ಯಮ ಅಭಿವೃದ್ಧಿಯಲ್ಲಿ ಮಾಧ್ಯಮಗಳ ಪಾತ್ರ; ಬುಡಕಟ್ಟು ಕಾಯ್ದೆಗಳು ಹಾಗೂ ಕಲ್ಯಾಣ ಕಾರ್ಯಕ್ರಮಗಳ ಅನುಷ್ಠಾನ– ಮಾಧ್ಯಮ ನೋಟ; bbox=[473, 508, 690, 531]
hakkupatra-headline: ಶೀಘ್ರವಾಗಿ ಹಕ್ಕುಪತ್ರ ನೀಡಿ: ಜಿ.ಬಿ.ಜ್ಯೋತಿಗಣೇಶ್ bbox=[281, 749, 659, 777]
samskara-col-4: ಪ್ರಸ್ತುತ ದಿನಗಳಲ್ಲಿ ಬ್ರಾಹ್ಮಣ ಸಮುದಾಯ ಒಗ್ಗಟ್ಟಾಗುವುದು ಅವಶ್ಯಕವಾಗಿದೆ ಎಂದು ಜಿಲ್ಲಾ ಬ್ರಾಹ್ಮಣ ಸಭಾ ಅಧ್ಯಕ್ಷ ಹೆಚ್.ಎನ್. ಚಂದ್ರಶೇಖರ್ ಅವರು ಹೇಳಿದರು. ಎಸ್.ಎಸ್.ಎಲ್.ಸಿ., ಪಿ.ಯು.ಸಿ. ಹಾಗೂ ಉನ್ನತ ಶಿಕ್ಷಣದಲ್ಲಿ ಹೆಚ್ಚು ಅಂಕಗಳಿಸಿದ ಉಲುಚುಕಮ್ಮೆ ವಿದ್ಯಾರ್ಥಿಗಳನ್ನು ಅಭಿನಂದಿಸಲಾಯಿತು. ಮಾಜಿ ಕಾರ್ಪೋರೇಟರ್ ಸಿ.ಎನ್.ರಮೇಶ್, ಬ್ರಾಹ್ಮಣ ಸಭಾ ಸಂಚಾಲಕ ಶ್ರೀನಿವಾಸ್, ಗೋಪಾಲಕೃಷ್ಣ, ವೇಣುಗೋಪಾಲ್, ಶಾರದಾ, ರವಿಕುಮಾರ್, ಜಿ.ಕೆ.ಗುಂಡಣ್ಣ, ನಾಗಲಿಂಗ ಶಾಸ್ತ್ರಿ ಸೇರಿದಂತೆ ಹಲವರು ಉಪಸ್ಥಿತರಿದ್ದರು. ಉಮಾ ಅನಂತರಾಮಯ್ಯ ಸ್ವಾಗತಿಸಿ ನಿರೂಪಿಸಿದರು. bbox=[750, 1141, 910, 1276]
advertisement-contact-box bbox=[708, 1010, 908, 1046]
vasavi-headline-2: ವಿದ್ಯಾನಿಕೇತನ ವಿದ್ಯಾರ್ಥಿಗಳ ಸಾಧನೆ bbox=[62, 1076, 218, 1091]
